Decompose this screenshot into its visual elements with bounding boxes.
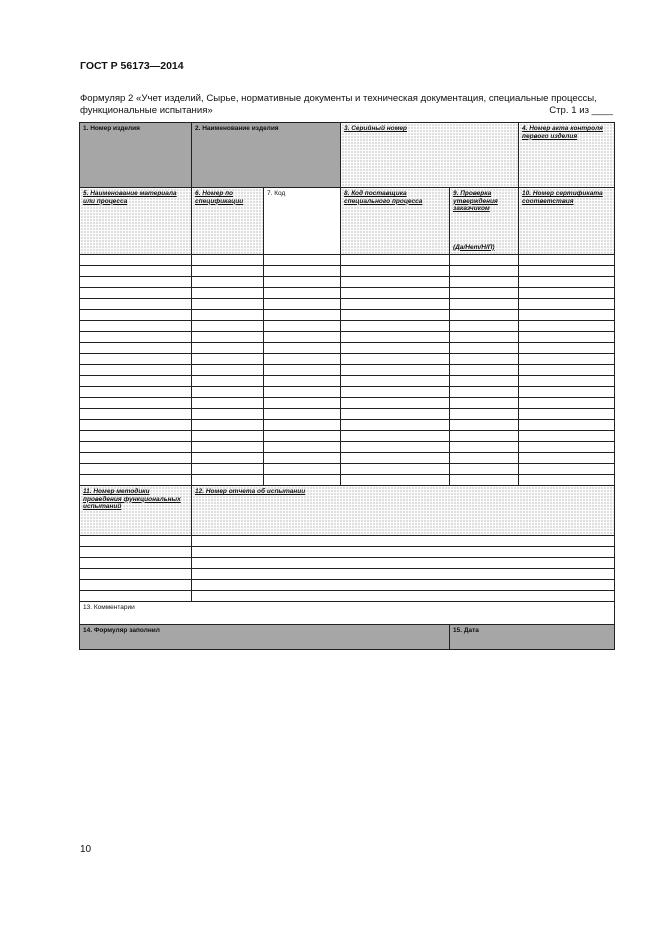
table-cell[interactable] bbox=[450, 332, 519, 343]
table-cell[interactable] bbox=[80, 277, 192, 288]
table-cell[interactable] bbox=[192, 536, 615, 547]
table-cell[interactable] bbox=[192, 475, 264, 486]
table-cell[interactable] bbox=[80, 398, 192, 409]
table-cell[interactable] bbox=[341, 431, 450, 442]
table-cell[interactable] bbox=[519, 475, 615, 486]
signature-row bbox=[80, 625, 615, 650]
table-cell[interactable] bbox=[264, 420, 341, 431]
table-cell[interactable] bbox=[450, 398, 519, 409]
table-cell[interactable] bbox=[519, 343, 615, 354]
table-cell[interactable] bbox=[450, 266, 519, 277]
table-cell[interactable] bbox=[450, 376, 519, 387]
table-cell[interactable] bbox=[450, 442, 519, 453]
table-cell[interactable] bbox=[341, 409, 450, 420]
table-cell[interactable] bbox=[264, 255, 341, 266]
table-cell[interactable] bbox=[192, 591, 615, 602]
table-cell[interactable] bbox=[192, 442, 264, 453]
table-cell[interactable] bbox=[192, 387, 264, 398]
table-cell[interactable] bbox=[519, 332, 615, 343]
table-row bbox=[80, 442, 615, 453]
cell-serial-number: 3. Серийный номер bbox=[341, 123, 519, 188]
cell-material-name: 5. Наименование материала или процесса bbox=[80, 188, 192, 255]
table-cell[interactable] bbox=[519, 266, 615, 277]
table-cell[interactable] bbox=[519, 442, 615, 453]
table-cell[interactable] bbox=[80, 536, 192, 547]
table-cell[interactable] bbox=[450, 365, 519, 376]
table-cell[interactable] bbox=[80, 442, 192, 453]
table-cell[interactable] bbox=[80, 591, 192, 602]
table-row bbox=[80, 464, 615, 475]
table-cell[interactable] bbox=[264, 475, 341, 486]
comments-cell[interactable]: 13. Комментарии bbox=[80, 602, 615, 625]
table-cell[interactable] bbox=[264, 376, 341, 387]
table-cell[interactable] bbox=[450, 343, 519, 354]
table-cell[interactable] bbox=[264, 464, 341, 475]
form-caption-text: Формуляр 2 «Учет изделий, Сырье, нормативные документы и техническая документация, специальные процессы, функциональные испытания» bbox=[80, 93, 597, 116]
table-cell[interactable] bbox=[264, 453, 341, 464]
table-row bbox=[80, 299, 615, 310]
table-row bbox=[80, 409, 615, 420]
table-cell[interactable] bbox=[192, 321, 264, 332]
table-cell[interactable] bbox=[192, 288, 264, 299]
table-cell[interactable] bbox=[341, 442, 450, 453]
table-row bbox=[80, 387, 615, 398]
table-cell[interactable] bbox=[450, 299, 519, 310]
table-cell[interactable] bbox=[450, 409, 519, 420]
table-cell[interactable] bbox=[80, 332, 192, 343]
table-cell[interactable] bbox=[192, 277, 264, 288]
table-cell[interactable] bbox=[519, 420, 615, 431]
cell-certificate-number: 10. Номер сертификата соответствия bbox=[519, 188, 615, 255]
table-cell[interactable] bbox=[192, 569, 615, 580]
table-cell[interactable] bbox=[519, 431, 615, 442]
table-cell[interactable] bbox=[192, 409, 264, 420]
table-cell[interactable] bbox=[341, 376, 450, 387]
table-cell[interactable] bbox=[264, 431, 341, 442]
table-cell[interactable] bbox=[519, 310, 615, 321]
table-cell[interactable] bbox=[450, 255, 519, 266]
table-cell[interactable] bbox=[341, 365, 450, 376]
table-row bbox=[80, 255, 615, 266]
table-cell[interactable] bbox=[192, 464, 264, 475]
table-cell[interactable] bbox=[192, 398, 264, 409]
table-cell[interactable] bbox=[80, 255, 192, 266]
table-row bbox=[80, 536, 615, 547]
table-cell[interactable] bbox=[80, 288, 192, 299]
table-cell[interactable] bbox=[450, 277, 519, 288]
table-row bbox=[80, 547, 615, 558]
page-info: Стр. 1 из ____ bbox=[549, 105, 613, 116]
table-cell[interactable] bbox=[80, 321, 192, 332]
table-cell[interactable] bbox=[80, 475, 192, 486]
cell-test-report-number: 12. Номер отчета об испытании bbox=[192, 486, 615, 536]
table-cell[interactable] bbox=[264, 277, 341, 288]
table-cell[interactable] bbox=[450, 387, 519, 398]
cell-test-procedure-number: 11. Номер методики проведения функциональных испытаний bbox=[80, 486, 192, 536]
cell-customer-approval bbox=[450, 188, 519, 255]
table-cell[interactable] bbox=[519, 288, 615, 299]
table-cell[interactable] bbox=[192, 255, 264, 266]
date-cell[interactable]: 15. Дата bbox=[450, 625, 615, 650]
table-row bbox=[80, 453, 615, 464]
table-cell[interactable] bbox=[519, 365, 615, 376]
table-cell[interactable] bbox=[264, 354, 341, 365]
table-cell[interactable] bbox=[450, 431, 519, 442]
table-cell[interactable] bbox=[341, 387, 450, 398]
table-row bbox=[80, 343, 615, 354]
table-cell[interactable] bbox=[80, 354, 192, 365]
form-table bbox=[79, 122, 615, 650]
table-cell[interactable] bbox=[519, 387, 615, 398]
table-cell[interactable] bbox=[264, 321, 341, 332]
table-cell[interactable] bbox=[519, 453, 615, 464]
table-cell[interactable] bbox=[192, 580, 615, 591]
filled-by-cell[interactable]: 14. Формуляр заполнил bbox=[80, 625, 450, 650]
page-number: 10 bbox=[80, 844, 92, 855]
table-cell[interactable] bbox=[519, 409, 615, 420]
table-cell[interactable] bbox=[450, 288, 519, 299]
table-row bbox=[80, 431, 615, 442]
table-cell[interactable] bbox=[192, 431, 264, 442]
cell-item-number: 1. Номер изделия bbox=[80, 123, 192, 188]
table-cell[interactable] bbox=[519, 376, 615, 387]
table-cell[interactable] bbox=[192, 420, 264, 431]
table-cell[interactable] bbox=[341, 343, 450, 354]
table-row bbox=[80, 376, 615, 387]
table-cell[interactable] bbox=[450, 475, 519, 486]
table-cell[interactable] bbox=[264, 365, 341, 376]
table-cell[interactable] bbox=[264, 266, 341, 277]
table-row bbox=[80, 558, 615, 569]
header-row-3 bbox=[80, 486, 615, 536]
table-row bbox=[80, 354, 615, 365]
cell-first-article-report: 4. Номер акта контроля первого изделия bbox=[519, 123, 615, 188]
table-cell[interactable] bbox=[80, 453, 192, 464]
comments-row bbox=[80, 602, 615, 625]
table-cell[interactable] bbox=[80, 299, 192, 310]
table-cell[interactable] bbox=[80, 580, 192, 591]
table-cell[interactable] bbox=[519, 277, 615, 288]
table-cell[interactable] bbox=[264, 310, 341, 321]
form-caption bbox=[80, 93, 613, 117]
table-row bbox=[80, 591, 615, 602]
table-cell[interactable] bbox=[192, 376, 264, 387]
table-cell[interactable] bbox=[450, 453, 519, 464]
table-cell[interactable] bbox=[80, 409, 192, 420]
table-cell[interactable] bbox=[80, 387, 192, 398]
table-cell[interactable] bbox=[341, 277, 450, 288]
table-cell[interactable] bbox=[341, 420, 450, 431]
table-cell[interactable] bbox=[80, 431, 192, 442]
document-title: ГОСТ Р 56173—2014 bbox=[80, 60, 184, 72]
table-cell[interactable] bbox=[341, 255, 450, 266]
table-cell[interactable] bbox=[450, 354, 519, 365]
table-row bbox=[80, 420, 615, 431]
table-row bbox=[80, 277, 615, 288]
table-cell[interactable] bbox=[341, 332, 450, 343]
table-cell[interactable] bbox=[192, 332, 264, 343]
table-cell[interactable] bbox=[341, 310, 450, 321]
table-cell[interactable] bbox=[192, 299, 264, 310]
table-cell[interactable] bbox=[341, 266, 450, 277]
table-cell[interactable] bbox=[80, 376, 192, 387]
table-cell[interactable] bbox=[341, 299, 450, 310]
table-cell[interactable] bbox=[192, 453, 264, 464]
cell-code: 7. Код bbox=[264, 188, 341, 255]
table-cell[interactable] bbox=[450, 420, 519, 431]
table-cell[interactable] bbox=[519, 464, 615, 475]
table-cell[interactable] bbox=[80, 343, 192, 354]
table-row bbox=[80, 310, 615, 321]
table-cell[interactable] bbox=[264, 442, 341, 453]
header-row-2 bbox=[80, 188, 615, 255]
table-cell[interactable] bbox=[341, 464, 450, 475]
table-cell[interactable] bbox=[341, 398, 450, 409]
table-row bbox=[80, 365, 615, 376]
cell-item-name: 2. Наименование изделия bbox=[192, 123, 341, 188]
table-row bbox=[80, 332, 615, 343]
table-cell[interactable] bbox=[80, 310, 192, 321]
table-cell[interactable] bbox=[519, 398, 615, 409]
table-cell[interactable] bbox=[80, 569, 192, 580]
table-cell[interactable] bbox=[450, 310, 519, 321]
table-cell[interactable] bbox=[192, 266, 264, 277]
table-cell[interactable] bbox=[341, 453, 450, 464]
table-cell[interactable] bbox=[341, 475, 450, 486]
table-cell[interactable] bbox=[192, 310, 264, 321]
table-cell[interactable] bbox=[264, 398, 341, 409]
table-cell[interactable] bbox=[264, 343, 341, 354]
table-cell[interactable] bbox=[519, 354, 615, 365]
table-cell[interactable] bbox=[80, 558, 192, 569]
table-cell[interactable] bbox=[341, 321, 450, 332]
table-row bbox=[80, 288, 615, 299]
table-cell[interactable] bbox=[192, 547, 615, 558]
table-cell[interactable] bbox=[450, 321, 519, 332]
table-cell[interactable] bbox=[519, 321, 615, 332]
table-cell[interactable] bbox=[264, 288, 341, 299]
table-row bbox=[80, 321, 615, 332]
table-cell[interactable] bbox=[80, 266, 192, 277]
approval-options: (Да/Нет/Н/П) bbox=[453, 243, 495, 251]
table-cell[interactable] bbox=[450, 464, 519, 475]
table-cell[interactable] bbox=[264, 332, 341, 343]
table-row bbox=[80, 475, 615, 486]
table-cell[interactable] bbox=[264, 409, 341, 420]
table-cell[interactable] bbox=[519, 255, 615, 266]
table-cell[interactable] bbox=[192, 558, 615, 569]
table-cell[interactable] bbox=[192, 354, 264, 365]
table-cell[interactable] bbox=[264, 387, 341, 398]
cell-spec-number: 6. Номер по спецификации bbox=[192, 188, 264, 255]
table-row bbox=[80, 580, 615, 591]
table-cell[interactable] bbox=[80, 547, 192, 558]
table-row bbox=[80, 398, 615, 409]
table-row bbox=[80, 266, 615, 277]
header-row-1 bbox=[80, 123, 615, 188]
table-cell[interactable] bbox=[341, 288, 450, 299]
table-cell[interactable] bbox=[80, 365, 192, 376]
approval-label: 9. Проверка утверждения заказчиком bbox=[453, 190, 498, 212]
table-cell[interactable] bbox=[80, 420, 192, 431]
table-cell[interactable] bbox=[192, 365, 264, 376]
table-cell[interactable] bbox=[80, 464, 192, 475]
cell-supplier-code: 8. Код поставщика специального процесса bbox=[341, 188, 450, 255]
table-cell[interactable] bbox=[192, 343, 264, 354]
table-cell[interactable] bbox=[264, 299, 341, 310]
table-cell[interactable] bbox=[519, 299, 615, 310]
table-cell[interactable] bbox=[341, 354, 450, 365]
table-row bbox=[80, 569, 615, 580]
